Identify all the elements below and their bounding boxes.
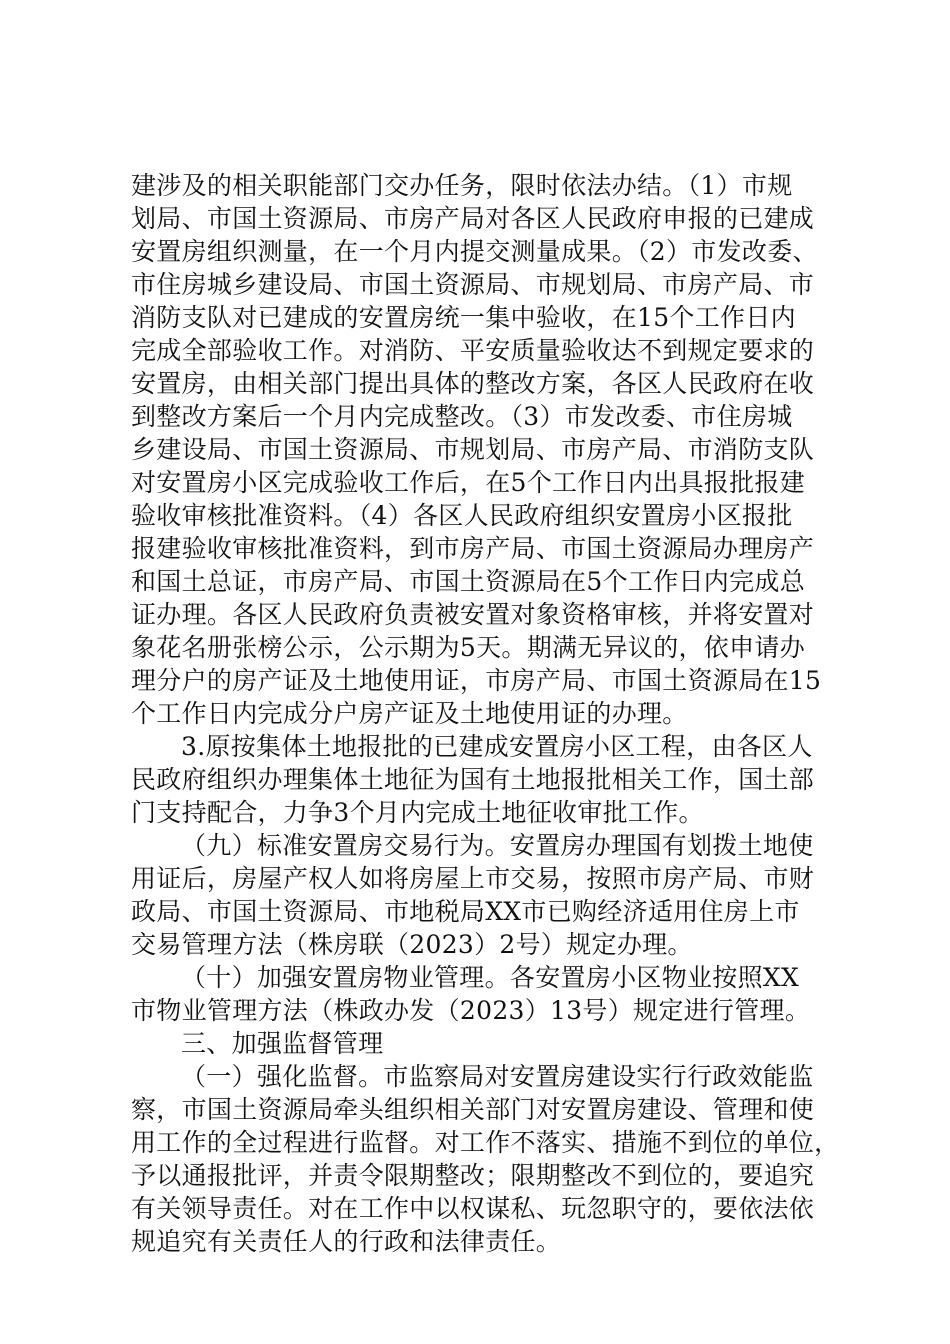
text-line: 用工作的全过程进行监督。对工作不落实、措施不到位的单位， <box>131 1128 840 1157</box>
text-line: 对安置房小区完成验收工作后，在5个工作日内出具报批报建 <box>131 468 806 497</box>
text-line: 安置房，由相关部门提出具体的整改方案，各区人民政府在收 <box>131 369 815 398</box>
text-line: 到整改方案后一个月内完成整改。（3）市发改委、市住房城 <box>131 402 793 431</box>
section-heading: 三、加强监督管理 <box>181 1029 384 1058</box>
text-line: 市住房城乡建设局、市国土资源局、市规划局、市房产局、市 <box>131 270 815 299</box>
body-text <box>131 169 840 1258</box>
paragraph-start-line: （九）标准安置房交易行为。安置房办理国有划拨土地使 <box>181 831 814 860</box>
text-line: 个工作日内完成分户房产证及土地使用证的办理。 <box>131 699 688 728</box>
text-line: 民政府组织办理集体土地征为国有土地报批相关工作，国土部 <box>131 765 815 794</box>
text-line: 消防支队对已建成的安置房统一集中验收，在15个工作日内 <box>131 303 796 332</box>
text-line: 和国土总证，市房产局、市国土资源局在5个工作日内完成总 <box>131 567 806 596</box>
text-line: 验收审核批准资料。（4）各区人民政府组织安置房小区报批 <box>131 501 793 530</box>
text-line: 政局、市国土资源局、市地税局XX市已购经济适用住房上市 <box>131 897 800 926</box>
paragraph-start-line: （十）加强安置房物业管理。各安置房小区物业按照XX <box>181 963 800 992</box>
text-line: 象花名册张榜公示，公示期为5天。期满无异议的，依申请办 <box>131 633 806 662</box>
text-line: 完成全部验收工作。对消防、平安质量验收达不到规定要求的 <box>131 336 815 365</box>
paragraph-start-line: （一）强化监督。市监察局对安置房建设实行行政效能监 <box>181 1062 814 1091</box>
paragraph-start-line: 3.原按集体土地报批的已建成安置房小区工程，由各区人 <box>181 732 813 761</box>
text-line: 建涉及的相关职能部门交办任务，限时依法办结。（1）市规 <box>131 171 793 200</box>
text-line: 市物业管理方法（株政办发（2023）13号）规定进行管理。 <box>131 996 811 1025</box>
text-line: 察，市国土资源局牵头组织相关部门对安置房建设、管理和使 <box>131 1095 815 1124</box>
text-line: 予以通报批评，并责令限期整改；限期整改不到位的，要追究 <box>131 1161 815 1190</box>
text-line: 证办理。各区人民政府负责被安置对象资格审核，并将安置对 <box>131 600 815 629</box>
text-line: 门支持配合，力争3个月内完成土地征收审批工作。 <box>131 798 704 827</box>
text-line: 用证后，房屋产权人如将房屋上市交易，按照市房产局、市财 <box>131 864 815 893</box>
text-line: 乡建设局、市国土资源局、市规划局、市房产局、市消防支队 <box>131 435 815 464</box>
text-line: 报建验收审核批准资料，到市房产局、市国土资源局办理房产 <box>131 534 815 563</box>
text-line: 规追究有关责任人的行政和法律责任。 <box>131 1227 562 1256</box>
text-line: 交易管理方法（株房联（2023）2号）规定办理。 <box>131 930 693 959</box>
text-line: 有关领导责任。对在工作中以权谋私、玩忽职守的，要依法依 <box>131 1194 815 1223</box>
text-line: 理分户的房产证及土地使用证，市房产局、市国土资源局在15 <box>131 666 822 695</box>
text-line: 安置房组织测量，在一个月内提交测量成果。（2）市发改委、 <box>131 237 818 266</box>
text-line: 划局、市国土资源局、市房产局对各区人民政府申报的已建成 <box>131 204 815 233</box>
